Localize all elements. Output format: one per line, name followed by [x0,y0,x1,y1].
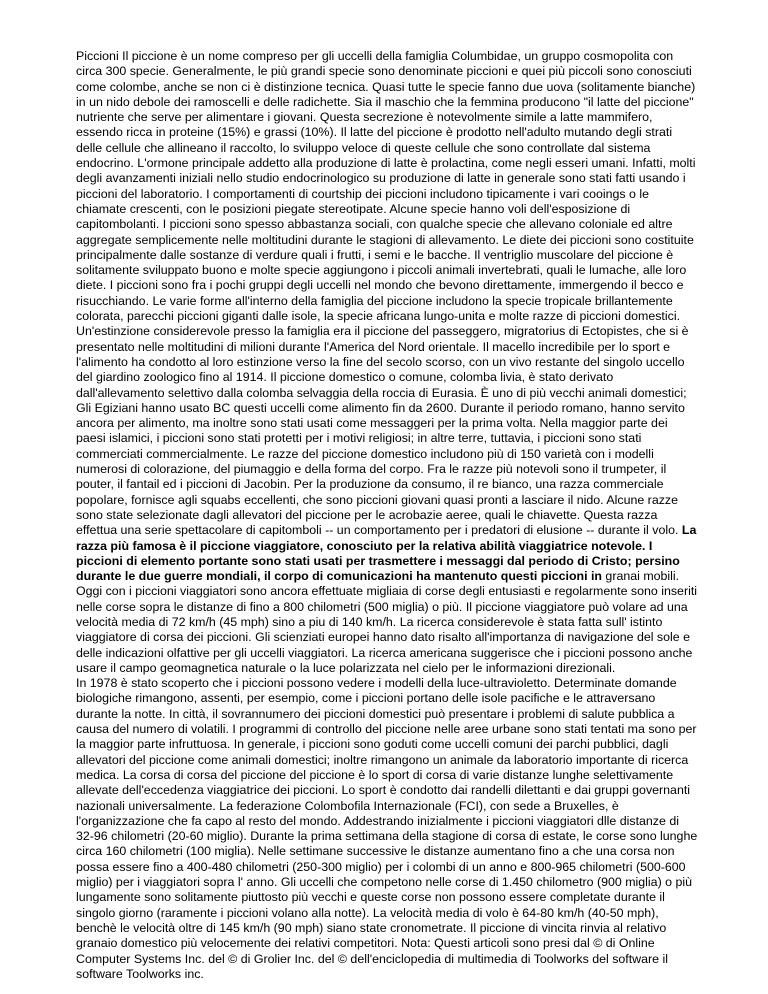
paragraph-2: In 1978 è stato scoperto che i piccioni possono vedere i modelli della luce-ultravioletto. Determinate domande biologiche rimangono, assenti, per esempio, come i piccioni portano delle isole pacifiche e le attraversano durante la notte. In città, il sovrannumero dei piccioni domestici può presentare i problemi di salute pubblica a causa del numero di volatili. I programmi di controllo del piccione nelle aree urbane sono stati tentati ma sono per la maggior parte infruttuosa. In generale, i piccioni sono goduti come uccelli comuni dei parchi pubblici, dagli allevatori del piccione come animali domestici; inoltre rimangono un animale da laboratorio importante di ricerca medica. La corsa di corsa del piccione del piccione è lo sport di corsa di varie distanze lunghe selettivamente allevate dell'eccedenza viaggiatrice dei piccioni. Lo sport è condotto dai randelli dilettanti e dai gruppi governanti nazionali universalmente. La federazione Colombofila Internazionale (FCI), con sede a Bruxelles, è l'organizzazione che fa capo al resto del mondo. Addestrando inizialmente i piccioni viaggiatori dlle distanze di 32-96 chilometri (20-60 miglio). Durante la prima settimana della stagione di corsa di estate, le corse sono lunghe circa 160 chilometri (100 miglia). Nelle settimane successive le distanze aumentano fino a che una corsa non possa essere fino a 400-480 chilometri (250-300 miglio) per i colombi di un anno e 800-965 chilometri (500-600 miglio) per i viaggiatori sopra l' anno. Gli uccelli che competono nelle corse di 1.450 chilometro (900 miglia) o più lungamente sono solitamente piuttosto più vecchi e queste corse non possono essere completate durante il singolo giorno (raramente i piccioni volano alla notte). La velocità media di volo è 64-80 km/h (40-50 mph), benchè le velocità oltre di 145 km/h (90 mph) siano state cronometrate. Il piccione di vincita rinvia al relativo granaio domestico più velocemente dei relativi competitori. Nota: Questi articoli sono presi dal © di Online Computer Systems Inc. del © di Grolier Inc. del © dell'enciclopedia di multimedia di Toolworks del software il software Toolworks inc. [76,676,698,981]
paragraph-1 [76,49,700,676]
document-page [76,49,700,982]
paragraph-1-text: Piccioni Il piccione è un nome compreso per gli uccelli della famiglia Columbidae, un gruppo cosmopolita con circa 300 specie. Generalmente, le più grandi specie sono denominate piccioni e quei più piccoli sono conosciuti come colombe, anche se non ci è distinzione tecnica. Quasi tutte le specie fanno due uova (solitamente bianche) in un nido debole dei ramoscelli e delle radichette. Sia il maschio che la femmina producono "il latte del piccione" nutriente che serve per alimentare i giovani. Questa secrezione è notevolmente simile a latte mammifero, essendo ricca in proteine (15%) e grassi (10%). Il latte del piccione è prodotto nell'adulto mutando degli strati delle cellule che allineano il raccolto, lo sviluppo veloce di queste cellule che sono controllate dal sistema endocrino. L'ormone principale addetto alla produzione di latte è prolactina, come negli esseri umani. Infatti, molti degli avanzamenti iniziali nello studio endocrinologico su produzione di latte in generale sono stati fatti usando i piccioni del laboratorio. I comportamenti di courtship dei piccioni includono tipicamente i vari cooings o le chiamate crescenti, con le posizioni piegate stereotipate. Alcune specie hanno voli dell'esposizione di capitombolanti. I piccioni sono spesso abbastanza sociali, con qualche specie che allevano coloniale ed altre aggregate semplicemente nelle moltitudini durante le stagioni di allevamento. Le diete dei piccioni sono costituite principalmente dalle sostanze di verdure quali i frutti, i semi e le bacche. Il ventriglio muscolare del piccione è solitamente sviluppato buono e molte specie aggiungono i piccoli animali invertebrati, quali le lumache, alle loro diete. I piccioni sono fra i pochi gruppi degli uccelli nel mondo che bevono direttamente, immergendo il becco e risucchiando. Le varie forme all'interno della famiglia del piccione includono la specie tropicale brillantemente colorata, parecchi piccioni giganti dalle isole, la specie africana lungo-unita e molte razze di piccioni domestici. Un'estinzione considerevole presso la famiglia era il piccione del passeggero, migratorius di Ectopistes, che si è presentato nelle moltitudini di milioni durante l'America del Nord orientale. Il macello incredibile per lo sport e l'alimento ha condotto al loro estinzione verso la fine del secolo scorso, con un vivo restante del singolo uccello del giardino zoologico fino al 1914. Il piccione domestico o comune, colomba livia, è stato derivato dall'allevamento selettivo dalla colomba selvaggia della roccia di Eurasia. È uno di più vecchi animali domestici; Gli Egiziani hanno usato BC questi uccelli come alimento fin da 2600. Durante il periodo romano, hanno servito ancora per alimento, ma inoltre sono stati usati come messaggeri per la prima volta. Nella maggior parte dei paesi islamici, i piccioni sono stati protetti per i motivi religiosi; in altre terre, tuttavia, i piccioni sono stati commerciati commercialmente. Le razze del piccione domestico includono più di 150 varietà con i modelli numerosi di colorazione, del piumaggio e della forma del corpo. Fra le razze più notevoli sono il trumpeter, il pouter, il fantail ed i piccioni di Jacobin. Per la produzione da consumo, il re bianco, una razza commerciale popolare, fornisce agli squabs eccellenti, che sono piccioni giovani quasi pronti a lasciare il nido. Alcune razze sono state selezionate dagli allevatori del piccione per le acrobazie aeree, quali le chiavette. Questa razza effettua una serie spettacolare di capitomboli -- un comportamento per i predatori di elusione -- durante il volo. [76,49,696,538]
paragraph-1-text-continued: granai mobili. Oggi con i piccioni viaggiatori sono ancora effettuate migliaia di corse degli entusiasti e regolarmente sono inseriti nelle corse sopra le distanze di fino a 800 chilometri (500 miglia) o più. Il piccione viaggiatore può volare ad una velocità media di 72 km/h (45 mph) sino a piu di 140 km/h. La ricerca considerevole è stata fatta sull' istinto viaggiatore di corsa dei piccioni. Gli scienziati europei hanno dato risalto all'importanza di navigazione del sole e delle indicazioni olfattive per gli uccelli viaggiatori. La ricerca americana suggerisce che i piccioni possono anche usare il campo geomagnetica naturale o la luce polarizzata nel cielo per le informazioni direzionali. [76,569,698,675]
paragraph-1-bold-text: La razza più famosa è il piccione viaggiatore, conosciuto per la relativa abilità viaggiatrice notevole. I piccioni di elemento portante sono stati usati per trasmettere i messaggi dal periodo di Cristo; persino durante le due guerre mondiali, il corpo di comunicazioni ha mantenuto questi piccioni in [76,523,697,584]
